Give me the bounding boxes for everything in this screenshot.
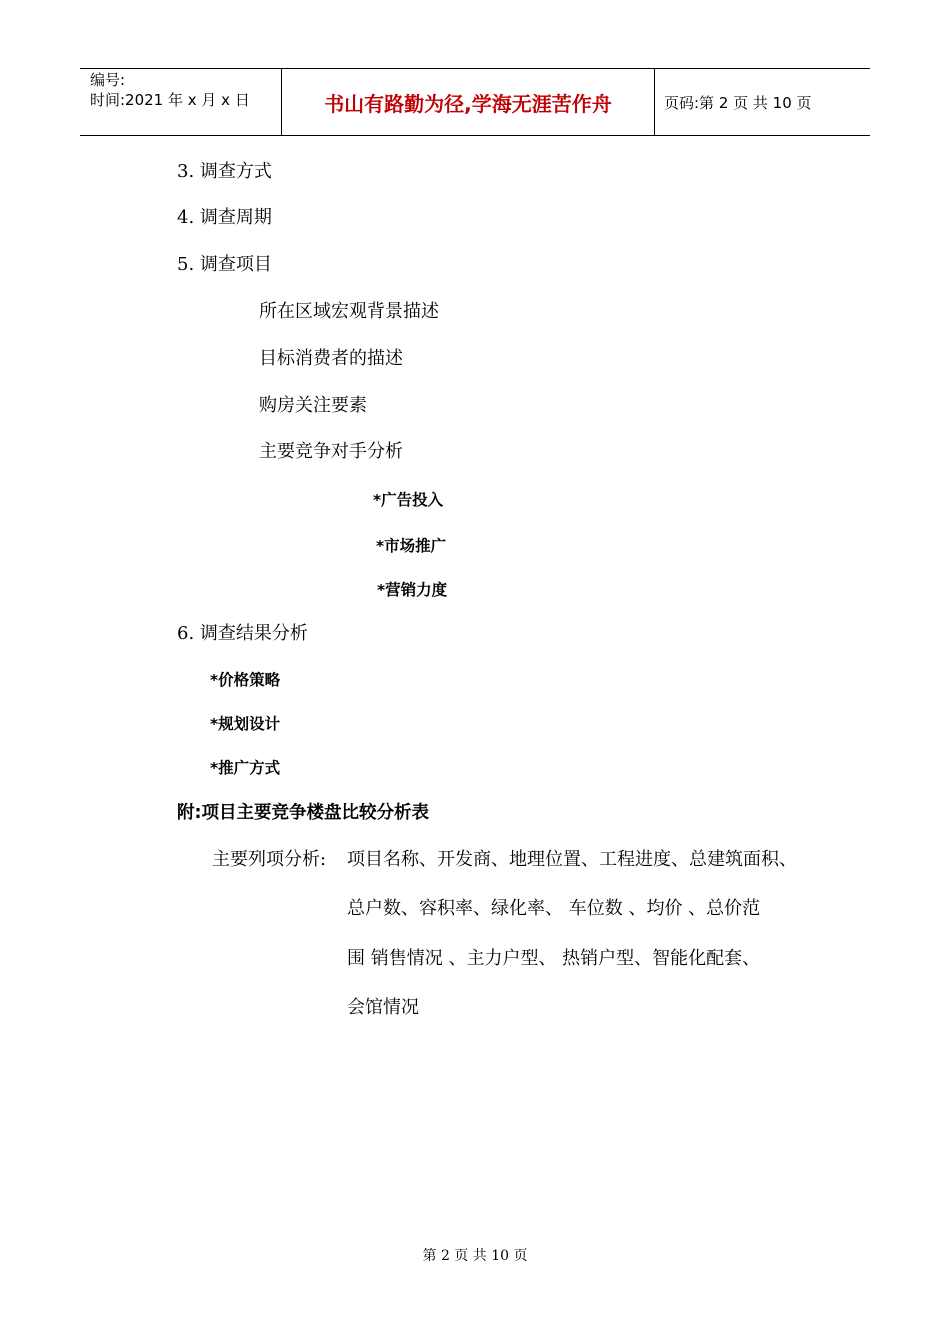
appendix-line: 项目名称、开发商、地理位置、工程进度、总建筑面积、 bbox=[347, 849, 797, 870]
survey-item: 购房关注要素 bbox=[259, 395, 367, 416]
document-date-label: 时间:2021 年 x 月 x 日 bbox=[90, 91, 250, 109]
competitor-subitem: *市场推广 bbox=[376, 537, 447, 555]
appendix-title: 附:项目主要竞争楼盘比较分析表 bbox=[177, 803, 429, 823]
section-5-heading: 5. 调查项目 bbox=[177, 254, 272, 275]
header-divider-left bbox=[281, 68, 282, 136]
analysis-subitem: *价格策略 bbox=[210, 671, 281, 689]
section-3-heading: 3. 调查方式 bbox=[177, 161, 272, 182]
header-top-rule bbox=[80, 68, 870, 69]
survey-item: 所在区域宏观背景描述 bbox=[259, 301, 439, 322]
survey-item: 主要竞争对手分析 bbox=[259, 441, 403, 462]
document-number-label: 编号: bbox=[90, 71, 126, 89]
section-6-heading: 6. 调查结果分析 bbox=[177, 623, 308, 644]
header-page-info: 页码:第 2 页 共 10 页 bbox=[664, 94, 812, 112]
survey-item: 目标消费者的描述 bbox=[259, 348, 403, 369]
header-motto: 书山有路勤为径,学海无涯苦作舟 bbox=[324, 92, 612, 116]
page-footer: 第 2 页 共 10 页 bbox=[422, 1248, 528, 1264]
competitor-subitem: *营销力度 bbox=[377, 581, 448, 599]
header-divider-right bbox=[654, 68, 655, 136]
analysis-subitem: *推广方式 bbox=[210, 759, 281, 777]
section-4-heading: 4. 调查周期 bbox=[177, 207, 272, 228]
appendix-label: 主要列项分析: bbox=[212, 849, 327, 870]
header-bottom-rule bbox=[80, 135, 870, 136]
appendix-line: 总户数、容积率、绿化率、 车位数 、均价 、总价范 bbox=[347, 898, 761, 919]
competitor-subitem: *广告投入 bbox=[373, 491, 444, 509]
analysis-subitem: *规划设计 bbox=[210, 715, 281, 733]
appendix-line: 围 销售情况 、主力户型、 热销户型、智能化配套、 bbox=[347, 948, 761, 969]
appendix-line: 会馆情况 bbox=[347, 997, 419, 1018]
